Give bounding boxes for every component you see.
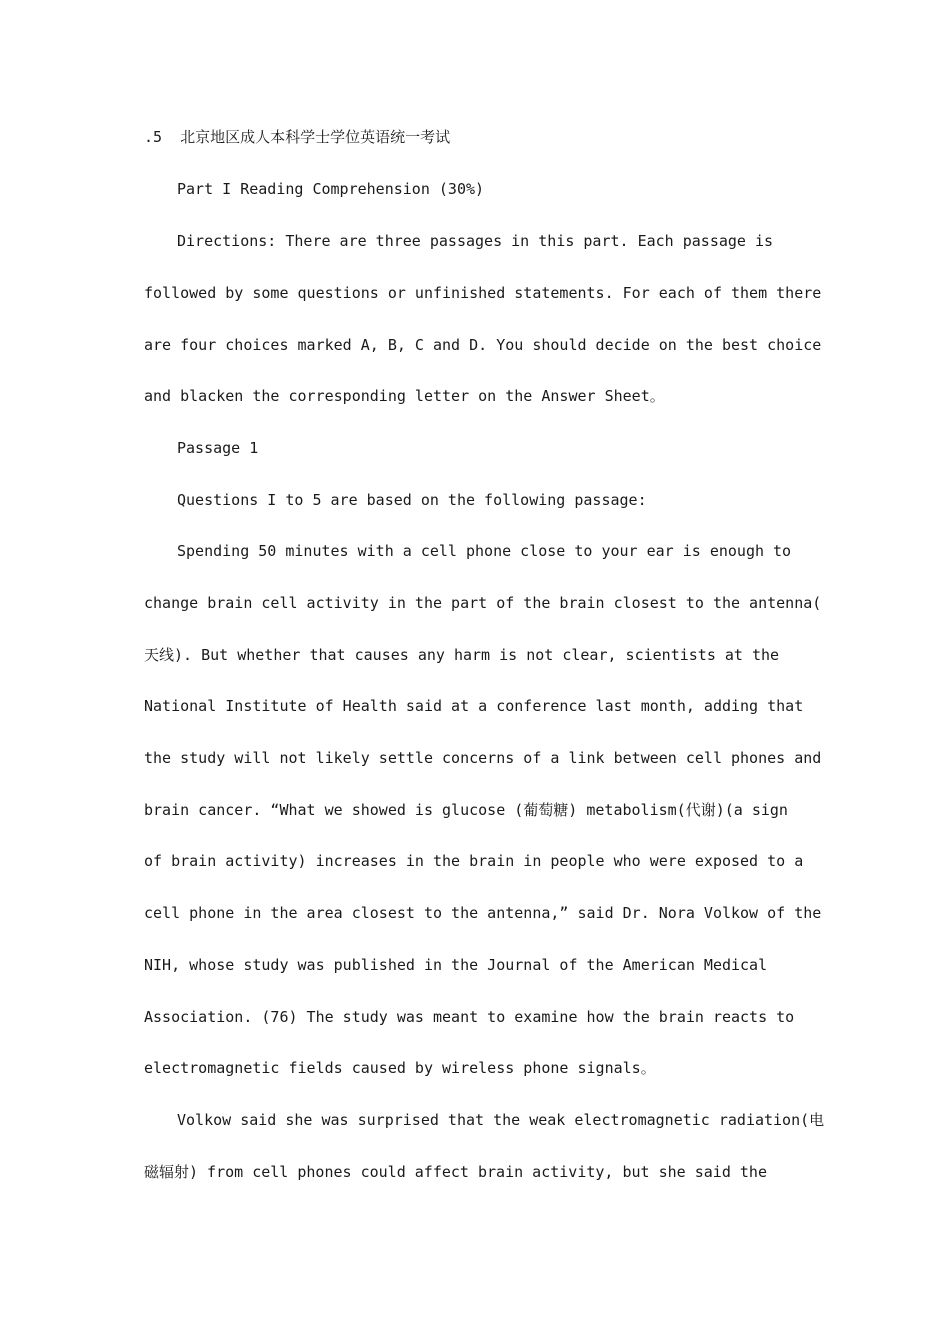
directions-line: followed by some questions or unfinished statements. For each of them there (144, 284, 822, 302)
document-title: .5 北京地区成人本科学士学位英语统一考试 (144, 128, 451, 146)
passage-line: of brain activity) increases in the brain in people who were exposed to a (144, 852, 804, 870)
passage-line: Association. (76) The study was meant to examine how the brain reacts to (144, 1008, 795, 1026)
passage-line: the study will not likely settle concerns of a link between cell phones and (144, 749, 822, 767)
passage-line: NIH, whose study was published in the Journal of the American Medical (144, 956, 768, 974)
passage-line: electromagnetic fields caused by wireless phone signals。 (144, 1059, 656, 1077)
passage-line: 磁辐射) from cell phones could affect brain activity, but she said the (144, 1163, 767, 1181)
passage-line: change brain cell activity in the part of the brain closest to the antenna( (144, 594, 822, 612)
passage-line: Spending 50 minutes with a cell phone close to your ear is enough to (177, 542, 792, 560)
passage-line: Volkow said she was surprised that the weak electromagnetic radiation(电 (177, 1111, 825, 1129)
passage-line: brain cancer. “What we showed is glucose (葡萄糖) metabolism(代谢)(a sign (144, 801, 788, 819)
passage-line: 天线). But whether that causes any harm is not clear, scientists at the (144, 646, 780, 664)
passage-heading: Passage 1 (177, 439, 259, 457)
questions-intro: Questions I to 5 are based on the following passage: (177, 491, 647, 509)
directions-line: Directions: There are three passages in this part. Each passage is (177, 232, 774, 250)
passage-line: cell phone in the area closest to the antenna,” said Dr. Nora Volkow of the (144, 904, 822, 922)
directions-line: are four choices marked A, B, C and D. You should decide on the best choice (144, 336, 822, 354)
section-heading: Part I Reading Comprehension (30%) (177, 180, 485, 198)
passage-line: National Institute of Health said at a conference last month, adding that (144, 697, 804, 715)
directions-line: and blacken the corresponding letter on the Answer Sheet。 (144, 387, 665, 405)
